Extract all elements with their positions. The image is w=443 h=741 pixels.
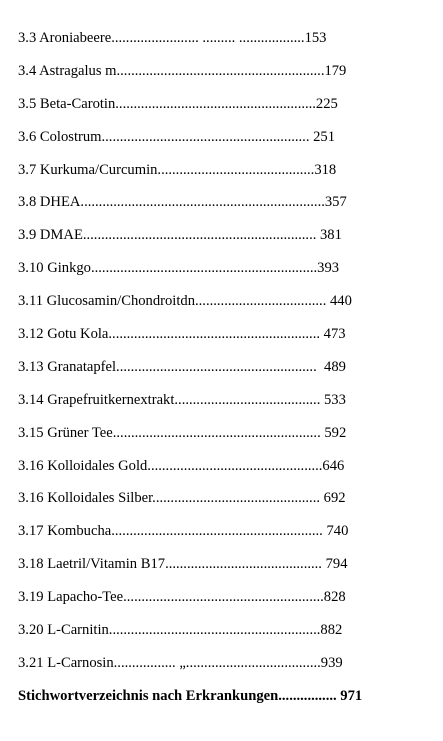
toc-entry-grapefruitkernextrakt: 3.14 Grapefruitkernextrakt........................................ 533 xyxy=(18,391,346,408)
toc-entry-kolloidales-silber: 3.16 Kolloidales Silber.............................................. 692 xyxy=(18,490,346,507)
toc-entry-l-carnitin: 3.20 L-Carnitin..........................................................882 xyxy=(18,622,343,639)
toc-entry-l-carnosin: 3.21 L-Carnosin................. „.....................................939 xyxy=(18,654,343,671)
toc-entry-dhea: 3.8 DHEA...................................................................357 xyxy=(18,194,347,211)
toc-entry-glucosamin: 3.11 Glucosamin/Chondroitdn.................................... 440 xyxy=(18,293,352,310)
toc-entry-stichwortverzeichnis: Stichwortverzeichnis nach Erkrankungen................ 971 xyxy=(18,687,363,704)
toc-entry-granatapfel: 3.13 Granatapfel....................................................... 489 xyxy=(18,358,346,375)
toc-entry-beta-carotin: 3.5 Beta-Carotin.......................................................225 xyxy=(18,95,338,112)
table-of-contents xyxy=(18,27,418,718)
toc-entry-kurkuma: 3.7 Kurkuma/Curcumin...........................................318 xyxy=(18,161,337,178)
toc-entry-aroniabeere: 3.3 Aroniabeere........................ ......... ..................153 xyxy=(18,30,327,46)
toc-entry-lapacho-tee: 3.19 Lapacho-Tee.......................................................828 xyxy=(18,589,346,606)
toc-entry-gruener-tee: 3.15 Grüner Tee......................................................... 592 xyxy=(18,424,347,441)
toc-entry-ginkgo: 3.10 Ginkgo..............................................................393 xyxy=(18,260,340,277)
toc-entry-colostrum: 3.6 Colostrum......................................................... 251 xyxy=(18,128,336,145)
toc-entry-astragalus: 3.4 Astragalus m.........................................................179 xyxy=(18,62,347,79)
toc-entry-gotu-kola: 3.12 Gotu Kola.......................................................... 473 xyxy=(18,326,346,343)
toc-entry-kombucha: 3.17 Kombucha.......................................................... 740 xyxy=(18,523,349,540)
toc-entry-dmae: 3.9 DMAE................................................................ 381 xyxy=(18,227,342,244)
toc-entry-laetril: 3.18 Laetril/Vitamin B17........................................... 794 xyxy=(18,556,348,573)
toc-entry-kolloidales-gold: 3.16 Kolloidales Gold................................................646 xyxy=(18,457,345,474)
